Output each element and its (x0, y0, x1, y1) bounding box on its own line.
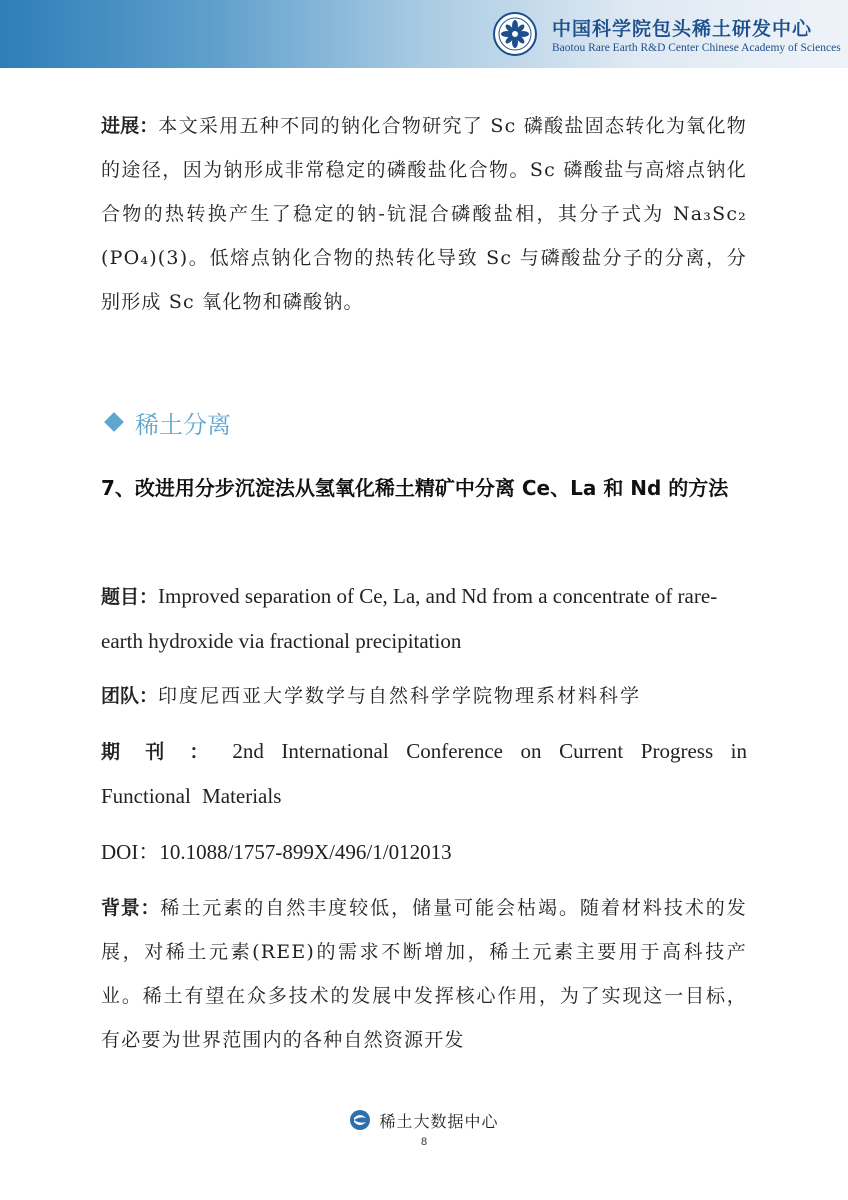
diamond-bullet-icon (104, 412, 124, 432)
org-name-cn: 中国科学院包头稀土研发中心 (552, 18, 813, 40)
footer-brand (0, 1106, 848, 1134)
progress-label: 进展： (101, 115, 159, 137)
section-title: 稀土分离 (135, 410, 231, 439)
section-heading (101, 402, 501, 442)
big-data-logo-icon (349, 1109, 371, 1131)
progress-text: 本文采用五种不同的钠化合物研究了 Sc 磷酸盐固态转化为氧化物的途径，因为钠形成非常稳定的磷酸盐化合物。Sc 磷酸盐与高熔点钠化合物的热转换产生了稳定的钠-钪混合磷酸盐相，其分子式为 Na₃Sc₂ (PO₄)(3)。低熔点钠化合物的热转化导致 Sc 与磷酸盐分子的分离，分别形成 Sc 氧化物和磷酸钠。 (101, 115, 747, 313)
topic-text: Improved separation of Ce, La, and Nd from a concentrate of rare-earth hydroxide via fractional precipitation (101, 584, 718, 653)
footer-brand-text: 稀土大数据中心 (379, 1111, 499, 1131)
topic-line (101, 574, 747, 663)
background-paragraph (101, 886, 747, 1062)
doi-text: 10.1088/1757-899X/496/1/012013 (159, 840, 452, 864)
doi-line (101, 830, 747, 874)
team-text: 印度尼西亚大学数学与自然科学学院物理系材料科学 (158, 685, 642, 707)
journal-text: 2nd International Conference on Current Progress in Functional Materials (101, 739, 748, 808)
doi-label: DOI： (101, 840, 160, 864)
journal-label: 期 刊 ： (101, 741, 215, 763)
background-label: 背景： (101, 897, 161, 919)
topic-label: 题目： (101, 586, 159, 608)
page-header (0, 0, 848, 68)
team-line (101, 673, 747, 718)
journal-line (101, 729, 747, 818)
org-name-en: Baotou Rare Earth R&D Center Chinese Academy of Sciences (552, 42, 841, 54)
progress-paragraph (101, 104, 747, 324)
article-title: 7、改进用分步沉淀法从氢氧化稀土精矿中分离 Ce、La 和 Nd 的方法 (101, 476, 729, 500)
page-number: 8 (420, 1136, 428, 1148)
background-text: 稀土元素的自然丰度较低，储量可能会枯竭。随着材料技术的发展，对稀土元素(REE)的需求不断增加，稀土元素主要用于高科技产业。稀土有望在众多技术的发展中发挥核心作用，为了实现这一目标，有必要为世界范围内的各种自然资源开发 (101, 897, 747, 1051)
cas-emblem-icon (493, 12, 537, 56)
team-label: 团队： (101, 685, 159, 707)
